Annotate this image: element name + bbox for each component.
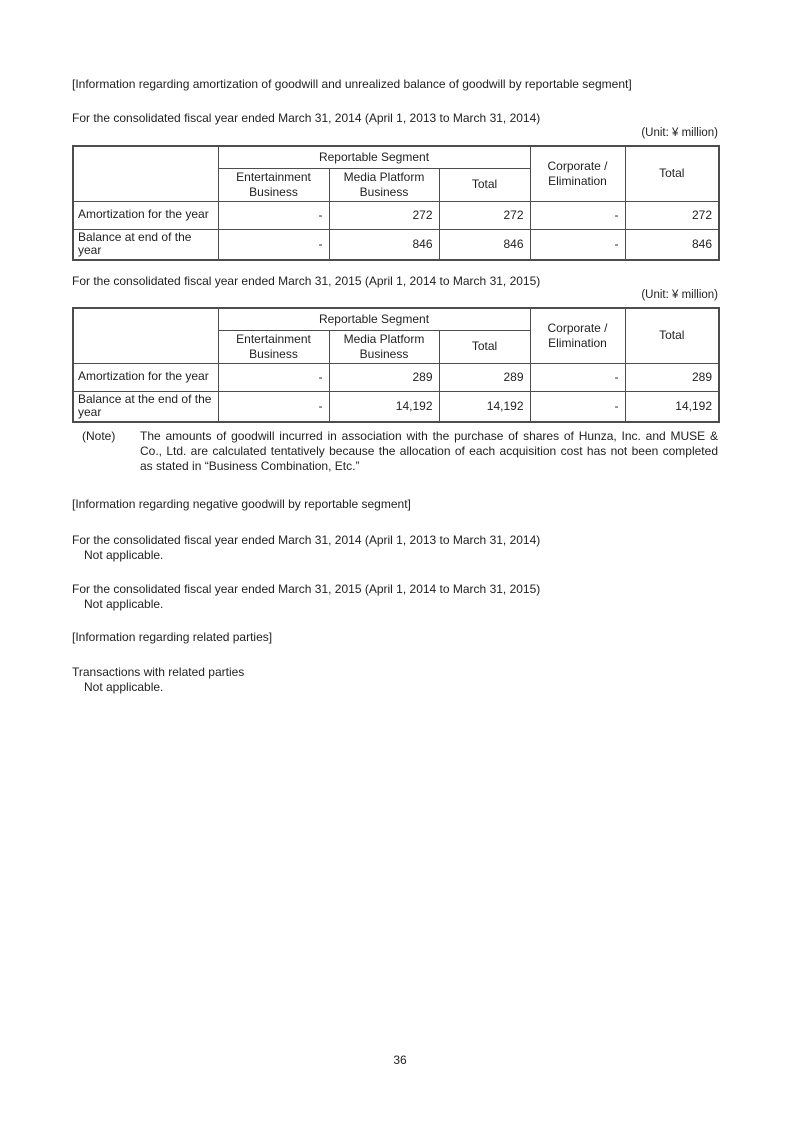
note-text: The amounts of goodwill incurred in association with the purchase of shares of Hunza, Inc. and MUSE & Co., Ltd. are calculated tentatively because the allocation of each acquisition cost has not been completed as stated in “Business Combination, Etc.” bbox=[140, 429, 718, 474]
row-label: Balance at the end of the year bbox=[73, 391, 218, 422]
table-cell: - bbox=[530, 201, 625, 229]
table-cell: 14,192 bbox=[625, 391, 719, 422]
table-cell: - bbox=[218, 229, 329, 260]
row-label: Amortization for the year bbox=[73, 363, 218, 391]
table-cell: - bbox=[218, 391, 329, 422]
table2-unit-label: (Unit: ¥ million) bbox=[641, 289, 718, 301]
section-heading-related-parties: [Information regarding related parties] bbox=[72, 630, 273, 644]
row-label: Balance at end of the year bbox=[73, 229, 218, 260]
table-cell: 846 bbox=[329, 229, 439, 260]
table-cell: 289 bbox=[439, 363, 530, 391]
table-cell: - bbox=[530, 363, 625, 391]
table2-header-segment-total: Total bbox=[439, 330, 530, 363]
table-cell: 272 bbox=[329, 201, 439, 229]
table1-header-segment-total: Total bbox=[439, 168, 530, 201]
table2-header-reportable-segment: Reportable Segment bbox=[218, 308, 530, 330]
table-row bbox=[73, 391, 719, 422]
table1-header-reportable-segment: Reportable Segment bbox=[218, 146, 530, 168]
table-row bbox=[73, 229, 719, 260]
table1-container bbox=[72, 145, 718, 261]
fy2014-not-applicable: Not applicable. bbox=[84, 548, 164, 562]
table1-corner-cell bbox=[73, 146, 218, 201]
table2-caption: For the consolidated fiscal year ended March 31, 2015 (April 1, 2014 to March 31, 2015) bbox=[72, 274, 541, 288]
table1-header-media-platform: Media Platform Business bbox=[329, 168, 439, 201]
table1-caption: For the consolidated fiscal year ended March 31, 2014 (April 1, 2013 to March 31, 2014) bbox=[72, 111, 541, 125]
table-cell: 14,192 bbox=[439, 391, 530, 422]
table-cell: 14,192 bbox=[329, 391, 439, 422]
fy2014-caption: For the consolidated fiscal year ended March 31, 2014 (April 1, 2013 to March 31, 2014) bbox=[72, 533, 541, 547]
section-heading-goodwill: [Information regarding amortization of goodwill and unrealized balance of goodwill by reportable segment] bbox=[72, 77, 632, 91]
section-heading-negative-goodwill: [Information regarding negative goodwill by reportable segment] bbox=[72, 497, 411, 511]
goodwill-table-fy2015 bbox=[72, 307, 720, 423]
table-row bbox=[73, 201, 719, 229]
table2-header-entertainment: Entertainment Business bbox=[218, 330, 329, 363]
table2-header-total: Total bbox=[625, 308, 719, 363]
table-cell: 846 bbox=[439, 229, 530, 260]
table-cell: 846 bbox=[625, 229, 719, 260]
table2-header-media-platform: Media Platform Business bbox=[329, 330, 439, 363]
goodwill-table-fy2014 bbox=[72, 145, 720, 261]
table1-unit-label: (Unit: ¥ million) bbox=[641, 127, 718, 139]
table-cell: 289 bbox=[329, 363, 439, 391]
table-cell: - bbox=[218, 201, 329, 229]
fy2015-not-applicable: Not applicable. bbox=[84, 597, 164, 611]
table1-header-entertainment: Entertainment Business bbox=[218, 168, 329, 201]
table-cell: - bbox=[218, 363, 329, 391]
table-cell: 272 bbox=[625, 201, 719, 229]
transactions-not-applicable: Not applicable. bbox=[84, 680, 164, 694]
table2-corner-cell bbox=[73, 308, 218, 363]
table-cell: - bbox=[530, 391, 625, 422]
table-cell: 289 bbox=[625, 363, 719, 391]
row-label: Amortization for the year bbox=[73, 201, 218, 229]
note-row bbox=[72, 429, 718, 474]
table2-header-corporate-elimination: Corporate / Elimination bbox=[530, 308, 625, 363]
table1-header-total: Total bbox=[625, 146, 719, 201]
table1-header-corporate-elimination: Corporate / Elimination bbox=[530, 146, 625, 201]
transactions-caption: Transactions with related parties bbox=[72, 665, 245, 679]
table2-container bbox=[72, 307, 718, 423]
fy2015-caption: For the consolidated fiscal year ended March 31, 2015 (April 1, 2014 to March 31, 2015) bbox=[72, 582, 541, 596]
table-row bbox=[73, 363, 719, 391]
table-cell: - bbox=[530, 229, 625, 260]
table-cell: 272 bbox=[439, 201, 530, 229]
note-label: (Note) bbox=[82, 429, 116, 443]
page-number: 36 bbox=[393, 1053, 407, 1067]
